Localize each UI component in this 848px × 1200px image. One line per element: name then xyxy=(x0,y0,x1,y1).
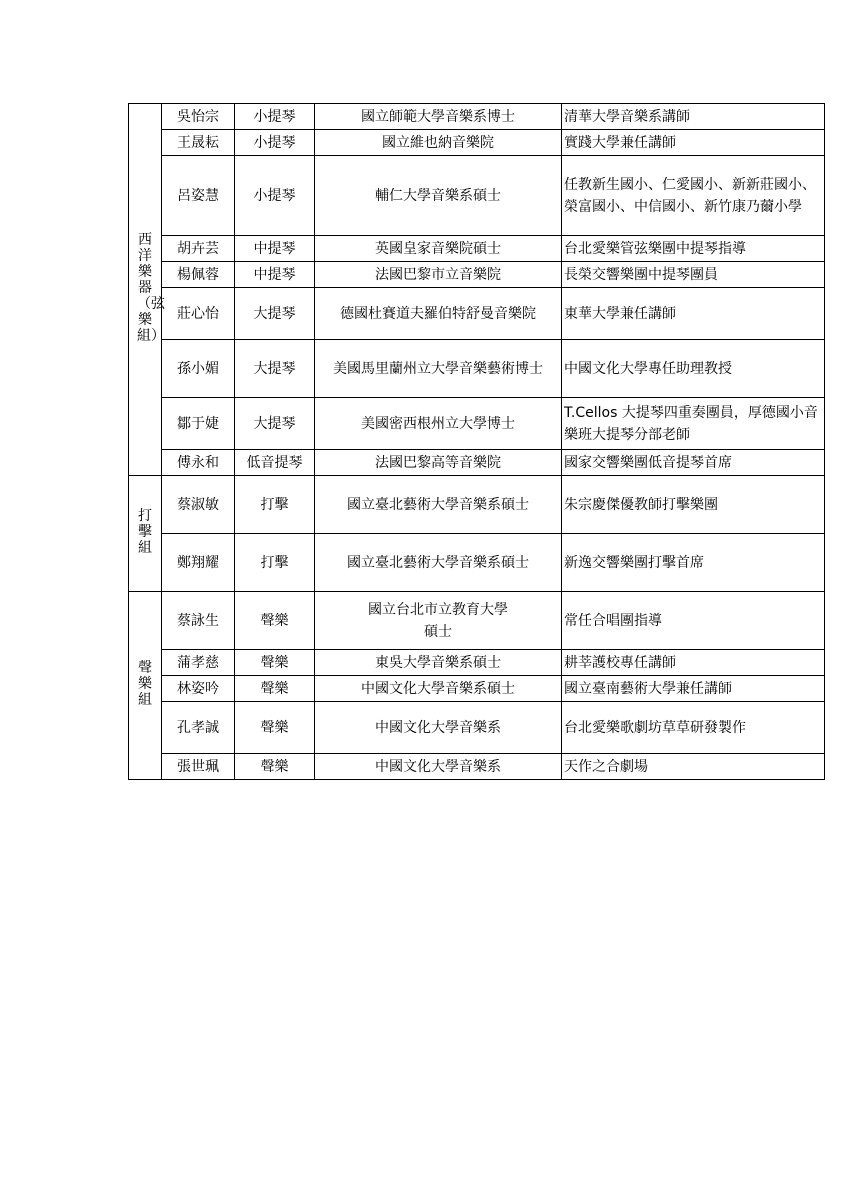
teacher-name: 吳怡宗 xyxy=(177,108,219,125)
instrument-cell xyxy=(235,476,315,534)
instrument: 聲樂 xyxy=(260,719,289,736)
table-row xyxy=(129,236,825,262)
experience: 任教新生國小、仁愛國小、新新莊國小、榮富國小、中信國小、新竹康乃薾小學 xyxy=(564,176,816,215)
instrument: 大提琴 xyxy=(253,360,296,377)
education: 國立台北市立教育大學碩士 xyxy=(368,601,508,640)
instrument: 小提琴 xyxy=(253,108,296,125)
teacher-name: 傅永和 xyxy=(177,454,219,471)
instrument-cell xyxy=(235,340,315,398)
table-row xyxy=(129,288,825,340)
experience-cell xyxy=(562,702,825,754)
instrument-cell xyxy=(235,156,315,236)
teacher-name-cell xyxy=(162,130,235,156)
group-label-cell xyxy=(129,592,162,780)
experience: 常任合唱團指導 xyxy=(564,612,662,629)
experience: 天作之合劇場 xyxy=(564,758,648,775)
education: 輔仁大學音樂系碩士 xyxy=(375,187,501,204)
table-row xyxy=(129,156,825,236)
teacher-name: 張世珮 xyxy=(177,758,219,775)
experience: 台北愛樂管弦樂團中提琴指導 xyxy=(564,240,746,257)
education-cell xyxy=(315,592,562,650)
table-row xyxy=(129,450,825,476)
education-cell xyxy=(315,236,562,262)
experience-cell xyxy=(562,476,825,534)
teacher-name: 林姿吟 xyxy=(177,680,219,697)
instrument: 聲樂 xyxy=(260,612,289,629)
experience-cell xyxy=(562,676,825,702)
experience-cell xyxy=(562,104,825,130)
education-cell xyxy=(315,534,562,592)
education-cell xyxy=(315,104,562,130)
education: 美國馬里蘭州立大學音樂藝術博士 xyxy=(333,360,543,377)
teacher-name-cell xyxy=(162,288,235,340)
teacher-name: 蒲孝慈 xyxy=(177,654,219,671)
education-cell xyxy=(315,476,562,534)
instrument: 大提琴 xyxy=(253,305,296,322)
instrument-cell xyxy=(235,130,315,156)
instrument: 聲樂 xyxy=(260,680,289,697)
instrument: 中提琴 xyxy=(253,266,296,283)
instrument-cell xyxy=(235,702,315,754)
experience: 實踐大學兼任講師 xyxy=(564,134,676,151)
instrument: 打擊 xyxy=(260,496,289,513)
experience-cell xyxy=(562,592,825,650)
experience-cell xyxy=(562,398,825,450)
education: 國立臺北藝術大學音樂系碩士 xyxy=(347,496,529,513)
experience: 清華大學音樂系講師 xyxy=(564,108,690,125)
table-row xyxy=(129,398,825,450)
education-cell xyxy=(315,156,562,236)
experience: 台北愛樂歌劇坊草草研發製作 xyxy=(564,719,746,736)
experience: 長榮交響樂團中提琴團員 xyxy=(564,266,718,283)
table-row xyxy=(129,650,825,676)
table-row xyxy=(129,592,825,650)
instrument-cell xyxy=(235,534,315,592)
experience-cell xyxy=(562,262,825,288)
teacher-name: 呂姿慧 xyxy=(177,187,219,204)
teacher-name-cell xyxy=(162,676,235,702)
education: 中國文化大學音樂系碩士 xyxy=(361,680,515,697)
instrument-cell xyxy=(235,288,315,340)
education: 國立維也納音樂院 xyxy=(382,134,494,151)
teacher-name: 蔡淑敏 xyxy=(177,496,219,513)
experience-cell xyxy=(562,288,825,340)
experience: 國立臺南藝術大學兼任講師 xyxy=(564,680,732,697)
teacher-name-cell xyxy=(162,398,235,450)
teacher-name: 鄭翔耀 xyxy=(177,554,219,571)
table-row xyxy=(129,340,825,398)
experience-cell xyxy=(562,156,825,236)
experience: 中國文化大學專任助理教授 xyxy=(564,360,732,377)
experience-cell xyxy=(562,340,825,398)
teacher-name: 王晟耘 xyxy=(177,134,219,151)
instrument-cell xyxy=(235,450,315,476)
experience: T.Cellos 大提琴四重奏團員，厚德國小音樂班大提琴分部老師 xyxy=(564,404,818,443)
education-cell xyxy=(315,262,562,288)
instrument: 低音提琴 xyxy=(246,454,303,471)
teacher-name: 孔孝誠 xyxy=(177,719,219,736)
instrument-cell xyxy=(235,650,315,676)
group-label: 打擊組 xyxy=(138,508,152,556)
instrument: 聲樂 xyxy=(260,758,289,775)
teacher-name-cell xyxy=(162,534,235,592)
teacher-roster-table xyxy=(128,103,825,780)
teacher-name: 莊心怡 xyxy=(177,305,219,322)
education-cell xyxy=(315,702,562,754)
instrument: 中提琴 xyxy=(253,240,296,257)
education: 法國巴黎高等音樂院 xyxy=(375,454,501,471)
group-label-cell xyxy=(129,104,165,476)
teacher-name: 鄒于婕 xyxy=(177,415,219,432)
instrument: 聲樂 xyxy=(260,654,289,671)
instrument-cell xyxy=(235,592,315,650)
experience: 新逸交響樂團打擊首席 xyxy=(564,554,704,571)
group-label-cell xyxy=(129,476,162,592)
education-cell xyxy=(315,130,562,156)
education-cell xyxy=(315,340,562,398)
experience-cell xyxy=(562,450,825,476)
instrument-cell xyxy=(235,262,315,288)
teacher-name-cell xyxy=(162,340,235,398)
education: 國立師範大學音樂系博士 xyxy=(361,108,515,125)
experience-cell xyxy=(562,130,825,156)
teacher-name-cell xyxy=(162,702,235,754)
experience-cell xyxy=(562,534,825,592)
teacher-name-cell xyxy=(162,592,235,650)
teacher-name-cell xyxy=(162,754,235,780)
teacher-name-cell xyxy=(162,104,235,130)
instrument-cell xyxy=(235,104,315,130)
education: 英國皇家音樂院碩士 xyxy=(375,240,501,257)
teacher-name-cell xyxy=(162,156,235,236)
experience-cell xyxy=(562,650,825,676)
experience: 國家交響樂團低音提琴首席 xyxy=(564,454,732,471)
experience: 東華大學兼任講師 xyxy=(564,305,676,322)
education: 中國文化大學音樂系 xyxy=(375,758,501,775)
instrument: 小提琴 xyxy=(253,134,296,151)
teacher-name-cell xyxy=(162,262,235,288)
instrument: 大提琴 xyxy=(253,415,296,432)
education-cell xyxy=(315,650,562,676)
table-row xyxy=(129,676,825,702)
teacher-name-cell xyxy=(162,650,235,676)
instrument-cell xyxy=(235,754,315,780)
roster-body xyxy=(129,104,825,780)
experience-cell xyxy=(562,236,825,262)
table-row xyxy=(129,754,825,780)
teacher-name-cell xyxy=(162,236,235,262)
education-cell xyxy=(315,288,562,340)
instrument-cell xyxy=(235,676,315,702)
education-cell xyxy=(315,676,562,702)
table-row xyxy=(129,534,825,592)
education: 東吳大學音樂系碩士 xyxy=(375,654,501,671)
table-row xyxy=(129,104,825,130)
education: 國立臺北藝術大學音樂系碩士 xyxy=(347,554,529,571)
instrument: 小提琴 xyxy=(253,187,296,204)
experience: 耕莘護校專任講師 xyxy=(564,654,676,671)
education-cell xyxy=(315,450,562,476)
experience-cell xyxy=(562,754,825,780)
instrument-cell xyxy=(235,236,315,262)
experience: 朱宗慶傑優教師打擊樂團 xyxy=(564,496,718,513)
teacher-name-cell xyxy=(162,476,235,534)
teacher-name: 胡卉芸 xyxy=(177,240,219,257)
table-row xyxy=(129,702,825,754)
teacher-name: 楊佩蓉 xyxy=(177,266,219,283)
table-row xyxy=(129,262,825,288)
education: 美國密西根州立大學博士 xyxy=(361,415,515,432)
education: 德國杜賽道夫羅伯特舒曼音樂院 xyxy=(340,305,536,322)
teacher-name-cell xyxy=(162,450,235,476)
group-label: 聲樂組 xyxy=(138,660,152,708)
group-label: 西洋樂器（弦樂組） xyxy=(137,232,165,344)
instrument: 打擊 xyxy=(260,554,289,571)
education-cell xyxy=(315,754,562,780)
instrument-cell xyxy=(235,398,315,450)
teacher-name: 蔡詠生 xyxy=(177,612,219,629)
education: 中國文化大學音樂系 xyxy=(375,719,501,736)
table-row xyxy=(129,476,825,534)
table-row xyxy=(129,130,825,156)
education-cell xyxy=(315,398,562,450)
education: 法國巴黎市立音樂院 xyxy=(375,266,501,283)
teacher-name: 孫小媚 xyxy=(177,360,219,377)
